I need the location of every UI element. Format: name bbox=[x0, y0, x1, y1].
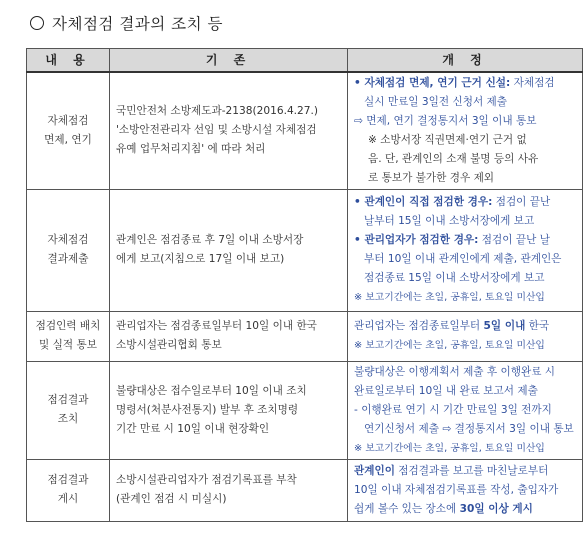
heading-text: 자체점검 결과의 조치 등 bbox=[52, 15, 224, 33]
row-revised: • 관계인이 직접 점검한 경우: 점검이 끝난 날부터 15일 이내 소방서장에게 보고 • 관리업자가 점검한 경우: 점검이 끝난 날 부터 10일 이내 관계인에게 제출, 관계인은 점검종료 15일 이내 소방서장에게 보고 ※ 보고기간에는 초일, 공휴일, 토요일 미산입 bbox=[348, 189, 583, 311]
row-category: 자체점검 결과제출 bbox=[27, 189, 110, 311]
row-revised: 관계인이 점검결과를 보고를 마친날로부터 10일 이내 자체점검기록표를 작성, 출입자가 쉽게 볼수 있는 장소에 30일 이상 게시 bbox=[348, 459, 583, 521]
row-category: 점검인력 배치 및 실적 통보 bbox=[27, 311, 110, 361]
row-existing: 불량대상은 접수일로부터 10일 이내 조치 명령서(처분사전통지) 발부 후 조치명령 기간 만료 시 10일 이내 현장확인 bbox=[110, 361, 348, 459]
table-row bbox=[27, 311, 583, 361]
table-row bbox=[27, 459, 583, 521]
comparison-table bbox=[26, 48, 583, 522]
header-content: 내 용 bbox=[27, 49, 110, 73]
row-category: 자체점검 면제, 연기 bbox=[27, 72, 110, 189]
row-existing: 국민안전처 소방제도과-2138(2016.4.27.) '소방안전관리자 선임 및 소방시설 자체점검 유예 업무처리지침' 에 따라 처리 bbox=[110, 72, 348, 189]
table-header-row bbox=[27, 49, 583, 73]
table-row bbox=[27, 72, 583, 189]
header-revised: 개 정 bbox=[348, 49, 583, 73]
row-existing: 관계인은 점검종료 후 7일 이내 소방서장 에게 보고(지침으로 17일 이내 보고) bbox=[110, 189, 348, 311]
row-category: 점검결과 조치 bbox=[27, 361, 110, 459]
section-heading bbox=[30, 12, 223, 34]
row-existing: 관리업자는 점검종료일부터 10일 이내 한국 소방시설관리협회 통보 bbox=[110, 311, 348, 361]
row-revised: 불량대상은 이행계획서 제출 후 이행완료 시 완료일로부터 10일 내 완료 보고서 제출 - 이행완료 연기 시 기간 만료일 3일 전까지 연기신청서 제출 ⇨ 결정통지서 3일 이내 통보 ※ 보고기간에는 초일, 공휴일, 토요일 미산입 bbox=[348, 361, 583, 459]
header-existing: 기 존 bbox=[110, 49, 348, 73]
row-revised: 관리업자는 점검종료일부터 5일 이내 한국 ※ 보고기간에는 초일, 공휴일, 토요일 미산입 bbox=[348, 311, 583, 361]
row-revised: • 자체점검 면제, 연기 근거 신설: 자체점검 실시 만료일 3일전 신청서 제출 ⇨ 면제, 연기 결정통지서 3일 이내 통보 ※ 소방서장 직권면제·연기 근거 없 음. 단, 관계인의 소재 불명 등의 사유 로 통보가 불가한 경우 제외 bbox=[348, 72, 583, 189]
table-row bbox=[27, 189, 583, 311]
circle-bullet-icon bbox=[30, 16, 44, 30]
table-row bbox=[27, 361, 583, 459]
row-existing: 소방시설관리업자가 점검기록표를 부착 (관계인 점검 시 미실시) bbox=[110, 459, 348, 521]
row-category: 점검결과 게시 bbox=[27, 459, 110, 521]
